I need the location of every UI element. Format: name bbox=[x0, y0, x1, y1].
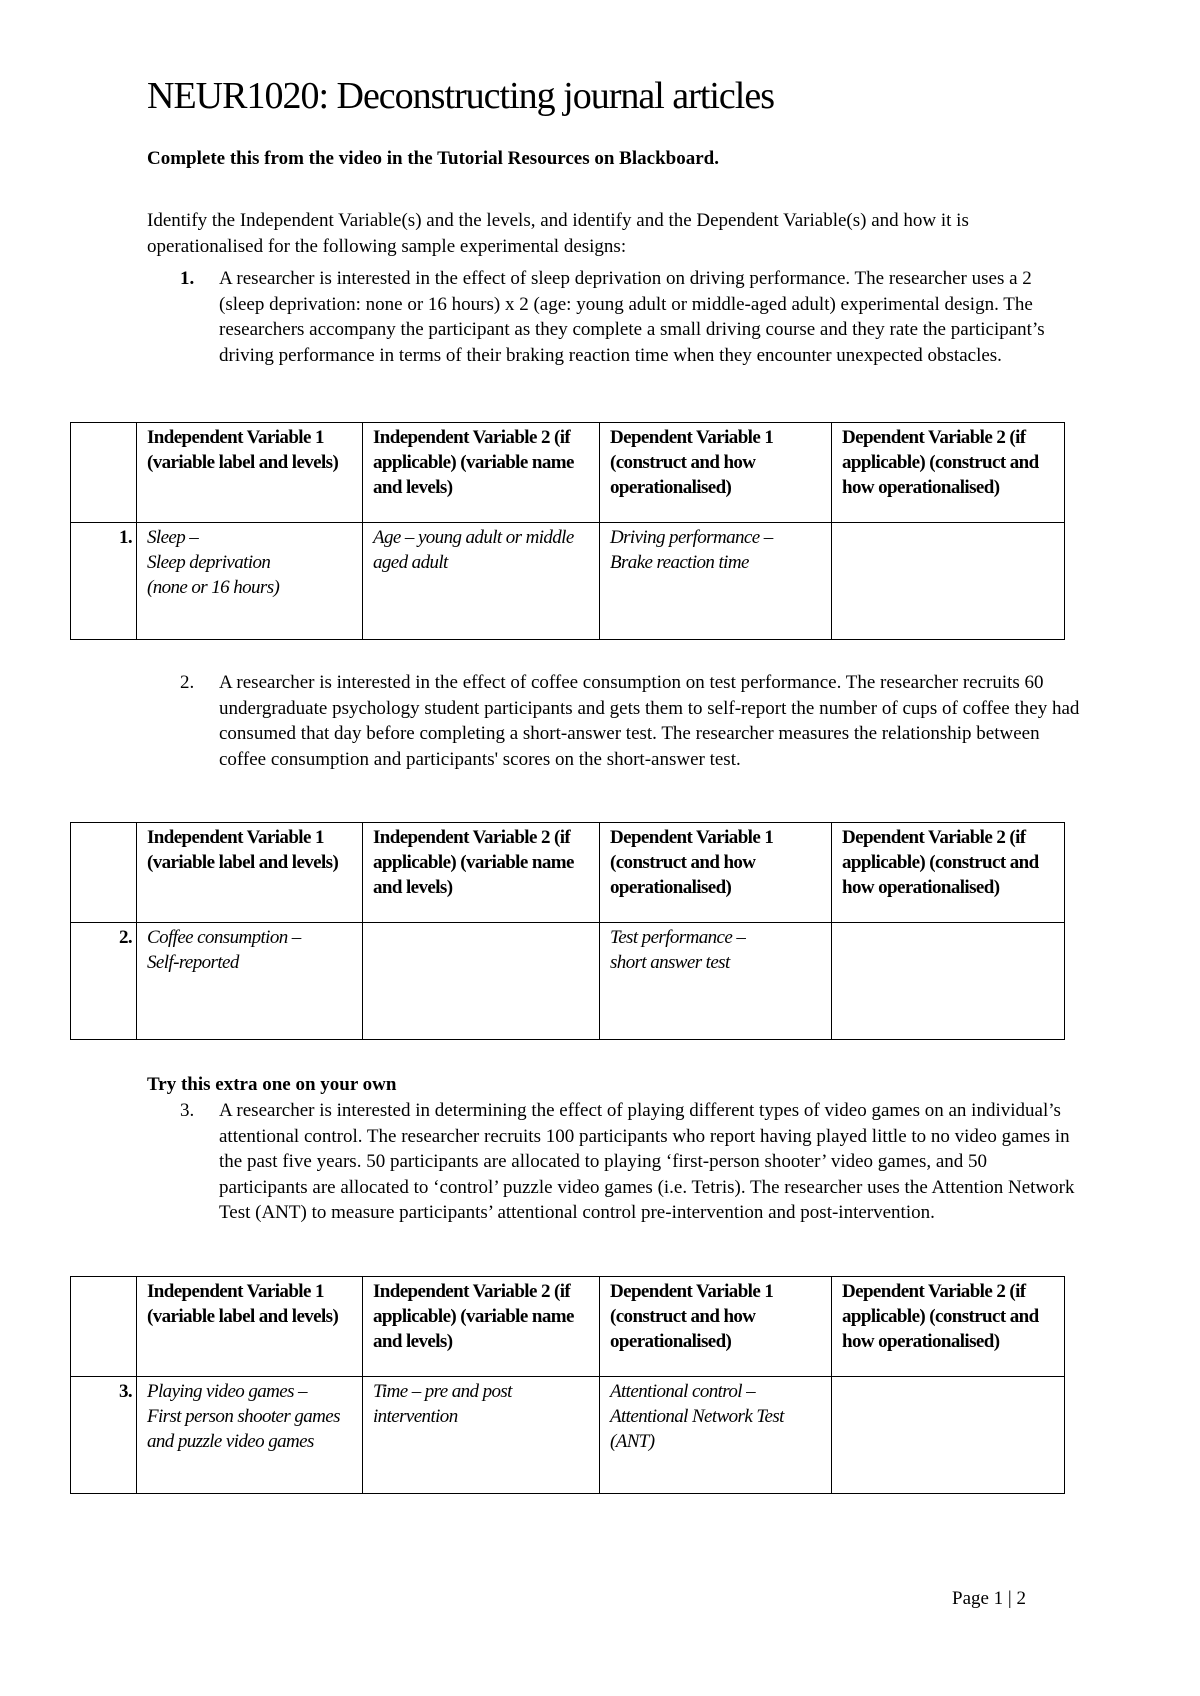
header-iv1: Independent Variable 1 (variable label and levels) bbox=[137, 423, 363, 523]
question-2-number: 2. bbox=[180, 672, 195, 693]
header-iv1: Independent Variable 1 (variable label and levels) bbox=[137, 1277, 363, 1377]
cell-dv1[interactable] bbox=[600, 1377, 832, 1494]
page-number: Page 1 | 2 bbox=[952, 1588, 1026, 1609]
header-iv2: Independent Variable 2 (if applicable) (variable name and levels) bbox=[363, 823, 600, 923]
instruction-subtitle: Complete this from the video in the Tutorial Resources on Blackboard. bbox=[147, 148, 719, 169]
cell-iv2[interactable] bbox=[363, 923, 600, 1040]
table-header-row bbox=[71, 1277, 1065, 1377]
header-dv1: Dependent Variable 1 (construct and how operationalised) bbox=[600, 823, 832, 923]
table-header-row bbox=[71, 423, 1065, 523]
cell-dv1-line: Driving performance – bbox=[610, 527, 773, 548]
cell-iv1-line: Self-reported bbox=[147, 952, 239, 973]
header-dv2: Dependent Variable 2 (if applicable) (construct and how operationalised) bbox=[832, 823, 1065, 923]
cell-iv1-line: Sleep – bbox=[147, 527, 199, 548]
cell-dv1-line: Attentional Network Test (ANT) bbox=[610, 1406, 784, 1452]
extra-heading: Try this extra one on your own bbox=[147, 1074, 397, 1095]
question-3-number: 3. bbox=[180, 1100, 195, 1121]
cell-dv1[interactable] bbox=[600, 523, 832, 640]
row-number: 1. bbox=[71, 523, 137, 640]
variables-table-2 bbox=[70, 822, 1065, 1040]
question-2-text: A researcher is interested in the effect of coffee consumption on test performance. The researcher recruits 60 undergraduate psychology student participants and gets them to self-report the number of cups of coffee they had consumed that day before completing a short-answer test. The researcher measures the relationship between coffee consumption and participants' scores on the short-answer test. bbox=[219, 672, 1080, 770]
cell-dv1-line: short answer test bbox=[610, 952, 730, 973]
header-blank bbox=[71, 823, 137, 923]
intro-paragraph: Identify the Independent Variable(s) and the levels, and identify and the Dependent Variable(s) and how it is operationalised for the following sample experimental designs: bbox=[147, 210, 969, 257]
question-2 bbox=[180, 670, 1080, 772]
cell-dv1[interactable] bbox=[600, 923, 832, 1040]
question-1 bbox=[180, 266, 1080, 368]
header-dv1: Dependent Variable 1 (construct and how operationalised) bbox=[600, 1277, 832, 1377]
table-row bbox=[71, 923, 1065, 1040]
cell-dv2[interactable] bbox=[832, 523, 1065, 640]
cell-iv2[interactable]: Age – young adult or middle aged adult bbox=[363, 523, 600, 640]
table-row bbox=[71, 1377, 1065, 1494]
question-1-text: A researcher is interested in the effect of sleep deprivation on driving performance. The researcher uses a 2 (sleep deprivation: none or 16 hours) x 2 (age: young adult or middle-aged adult) experimental design. The researchers accompany the participant as they complete a small driving course and they rate the participant’s driving performance in terms of their braking reaction time when they encounter unexpected obstacles. bbox=[219, 268, 1045, 366]
variables-table-1 bbox=[70, 422, 1065, 640]
header-dv2: Dependent Variable 2 (if applicable) (construct and how operationalised) bbox=[832, 423, 1065, 523]
header-blank bbox=[71, 1277, 137, 1377]
row-number: 2. bbox=[71, 923, 137, 1040]
header-iv2: Independent Variable 2 (if applicable) (variable name and levels) bbox=[363, 1277, 600, 1377]
row-number: 3. bbox=[71, 1377, 137, 1494]
cell-iv2[interactable]: Time – pre and post intervention bbox=[363, 1377, 600, 1494]
question-3-text: A researcher is interested in determining the effect of playing different types of video games on an individual’s attentional control. The researcher recruits 100 participants who report having played little to no video games in the past five years. 50 participants are allocated to playing ‘first-person shooter’ video games, and 50 participants are allocated to ‘control’ puzzle video games (i.e. Tetris). The researcher uses the Attention Network Test (ANT) to measure participants’ attentional control pre-intervention and post-intervention. bbox=[219, 1100, 1075, 1223]
page-title: NEUR1020: Deconstructing journal articles bbox=[147, 75, 775, 117]
header-blank bbox=[71, 423, 137, 523]
cell-dv1-line: Attentional control – bbox=[610, 1381, 756, 1402]
header-iv1: Independent Variable 1 (variable label and levels) bbox=[137, 823, 363, 923]
cell-iv1-line: First person shooter games and puzzle video games bbox=[147, 1406, 340, 1452]
cell-iv1-line: Sleep deprivation bbox=[147, 552, 271, 573]
header-dv1: Dependent Variable 1 (construct and how operationalised) bbox=[600, 423, 832, 523]
cell-dv2[interactable] bbox=[832, 923, 1065, 1040]
table-row bbox=[71, 523, 1065, 640]
cell-iv1-line: Coffee consumption – bbox=[147, 927, 301, 948]
header-dv2: Dependent Variable 2 (if applicable) (construct and how operationalised) bbox=[832, 1277, 1065, 1377]
variables-table-3 bbox=[70, 1276, 1065, 1494]
cell-dv2[interactable] bbox=[832, 1377, 1065, 1494]
cell-iv1[interactable] bbox=[137, 923, 363, 1040]
cell-dv1-line: Brake reaction time bbox=[610, 552, 749, 573]
cell-iv1-line: (none or 16 hours) bbox=[147, 577, 280, 598]
question-1-number: 1. bbox=[180, 268, 195, 289]
header-iv2: Independent Variable 2 (if applicable) (variable name and levels) bbox=[363, 423, 600, 523]
cell-iv1-line: Playing video games – bbox=[147, 1381, 307, 1402]
cell-iv1[interactable] bbox=[137, 523, 363, 640]
question-3 bbox=[180, 1098, 1080, 1226]
table-header-row bbox=[71, 823, 1065, 923]
cell-iv1[interactable] bbox=[137, 1377, 363, 1494]
cell-dv1-line: Test performance – bbox=[610, 927, 746, 948]
